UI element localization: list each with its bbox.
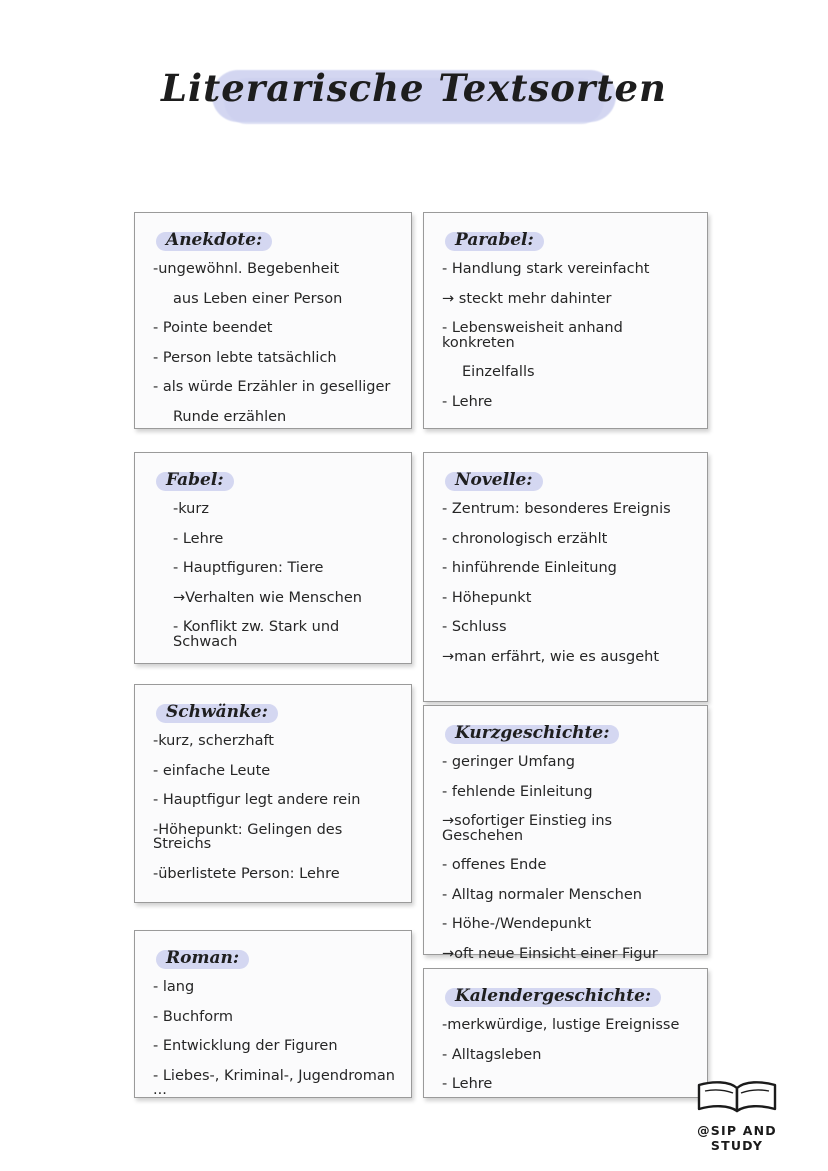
list-item: - Lehre xyxy=(173,530,224,547)
list-item: -ungewöhnl. Begebenheit xyxy=(153,261,340,277)
card-items xyxy=(151,979,400,1098)
card-heading: Parabel: xyxy=(448,229,541,252)
list-item: -Höhepunkt: Gelingen des Streichs xyxy=(153,821,347,852)
list-item: - Alltagsleben xyxy=(442,1046,542,1063)
page-title: Literarische Textsorten xyxy=(161,66,667,110)
list-item: → steckt mehr dahinter xyxy=(442,290,612,307)
list-item: - Buchform xyxy=(153,1008,233,1025)
card-items xyxy=(440,755,691,961)
card-heading: Roman: xyxy=(159,947,246,970)
card-items xyxy=(440,502,691,664)
list-item: →sofortiger Einstieg ins Geschehen xyxy=(442,813,617,844)
list-item: - Höhe-/Wendepunkt xyxy=(442,916,592,932)
list-item: -merkwürdige, lustige Ereignisse xyxy=(442,1017,680,1033)
card-schwaenke xyxy=(134,684,412,903)
list-item: - Lehre xyxy=(442,393,493,410)
card-items xyxy=(151,502,395,649)
list-item: - geringer Umfang xyxy=(442,754,575,770)
list-item: - Alltag normaler Menschen xyxy=(442,886,642,903)
card-heading: Kalendergeschichte: xyxy=(448,985,658,1008)
card-kurzgeschichte xyxy=(423,705,708,962)
card-novelle xyxy=(423,452,708,702)
list-item: - Lehre xyxy=(442,1076,493,1092)
list-item: - Schluss xyxy=(442,619,507,635)
list-item: - Pointe beendet xyxy=(153,320,273,336)
list-item: - als würde Erzähler in geselliger xyxy=(153,379,391,395)
list-item: -überlistete Person: Lehre xyxy=(153,865,340,882)
open-book-icon xyxy=(691,1102,783,1121)
card-items xyxy=(440,1018,691,1092)
card-heading: Fabel: xyxy=(159,469,231,492)
list-item: - Zentrum: besonderes Ereignis xyxy=(442,501,671,517)
list-item: - Lebensweisheit anhand konkreten xyxy=(442,320,628,351)
list-item: - Hauptfiguren: Tiere xyxy=(173,560,324,576)
list-item: →Verhalten wie Menschen xyxy=(173,589,362,606)
list-item: →oft neue Einsicht einer Figur xyxy=(442,945,658,962)
list-item: Runde erzählen xyxy=(173,408,287,425)
watermark-text: @SIP AND STUDY xyxy=(697,1123,777,1153)
list-item: -kurz, scherzhaft xyxy=(153,733,274,749)
card-anekdote xyxy=(134,212,412,429)
card-items xyxy=(440,262,691,409)
card-heading: Anekdote: xyxy=(159,229,269,252)
list-item: - Höhepunkt xyxy=(442,589,532,606)
list-item: - offenes Ende xyxy=(442,857,547,873)
list-item: - einfache Leute xyxy=(153,762,271,779)
list-item: - hinführende Einleitung xyxy=(442,560,617,576)
card-kalendergeschichte xyxy=(423,968,708,1098)
card-items xyxy=(151,262,395,424)
list-item: aus Leben einer Person xyxy=(173,290,343,307)
list-item: - Hauptfigur legt andere rein xyxy=(153,792,361,808)
card-fabel xyxy=(134,452,412,664)
list-item: →man erfährt, wie es ausgeht xyxy=(442,648,660,665)
list-item: - chronologisch erzählt xyxy=(442,530,608,547)
list-item: -kurz xyxy=(173,501,209,517)
list-item: - lang xyxy=(153,979,195,995)
list-item: Einzelfalls xyxy=(462,364,535,380)
list-item: - fehlende Einleitung xyxy=(442,783,593,800)
card-roman xyxy=(134,930,412,1098)
list-item: - Person lebte tatsächlich xyxy=(153,349,337,366)
list-item: - Handlung stark vereinfacht xyxy=(442,261,650,277)
list-item: - Entwicklung der Figuren xyxy=(153,1038,338,1054)
card-heading: Novelle: xyxy=(448,469,540,492)
list-item: - Konflikt zw. Stark und Schwach xyxy=(173,619,344,650)
card-parabel xyxy=(423,212,708,429)
card-heading: Kurzgeschichte: xyxy=(448,722,616,745)
card-items xyxy=(151,734,395,881)
page-title-wrap xyxy=(0,58,828,120)
card-heading: Schwänke: xyxy=(159,701,275,724)
watermark xyxy=(672,1077,802,1153)
list-item: - Liebes-, Kriminal-, Jugendroman ... xyxy=(153,1067,400,1098)
